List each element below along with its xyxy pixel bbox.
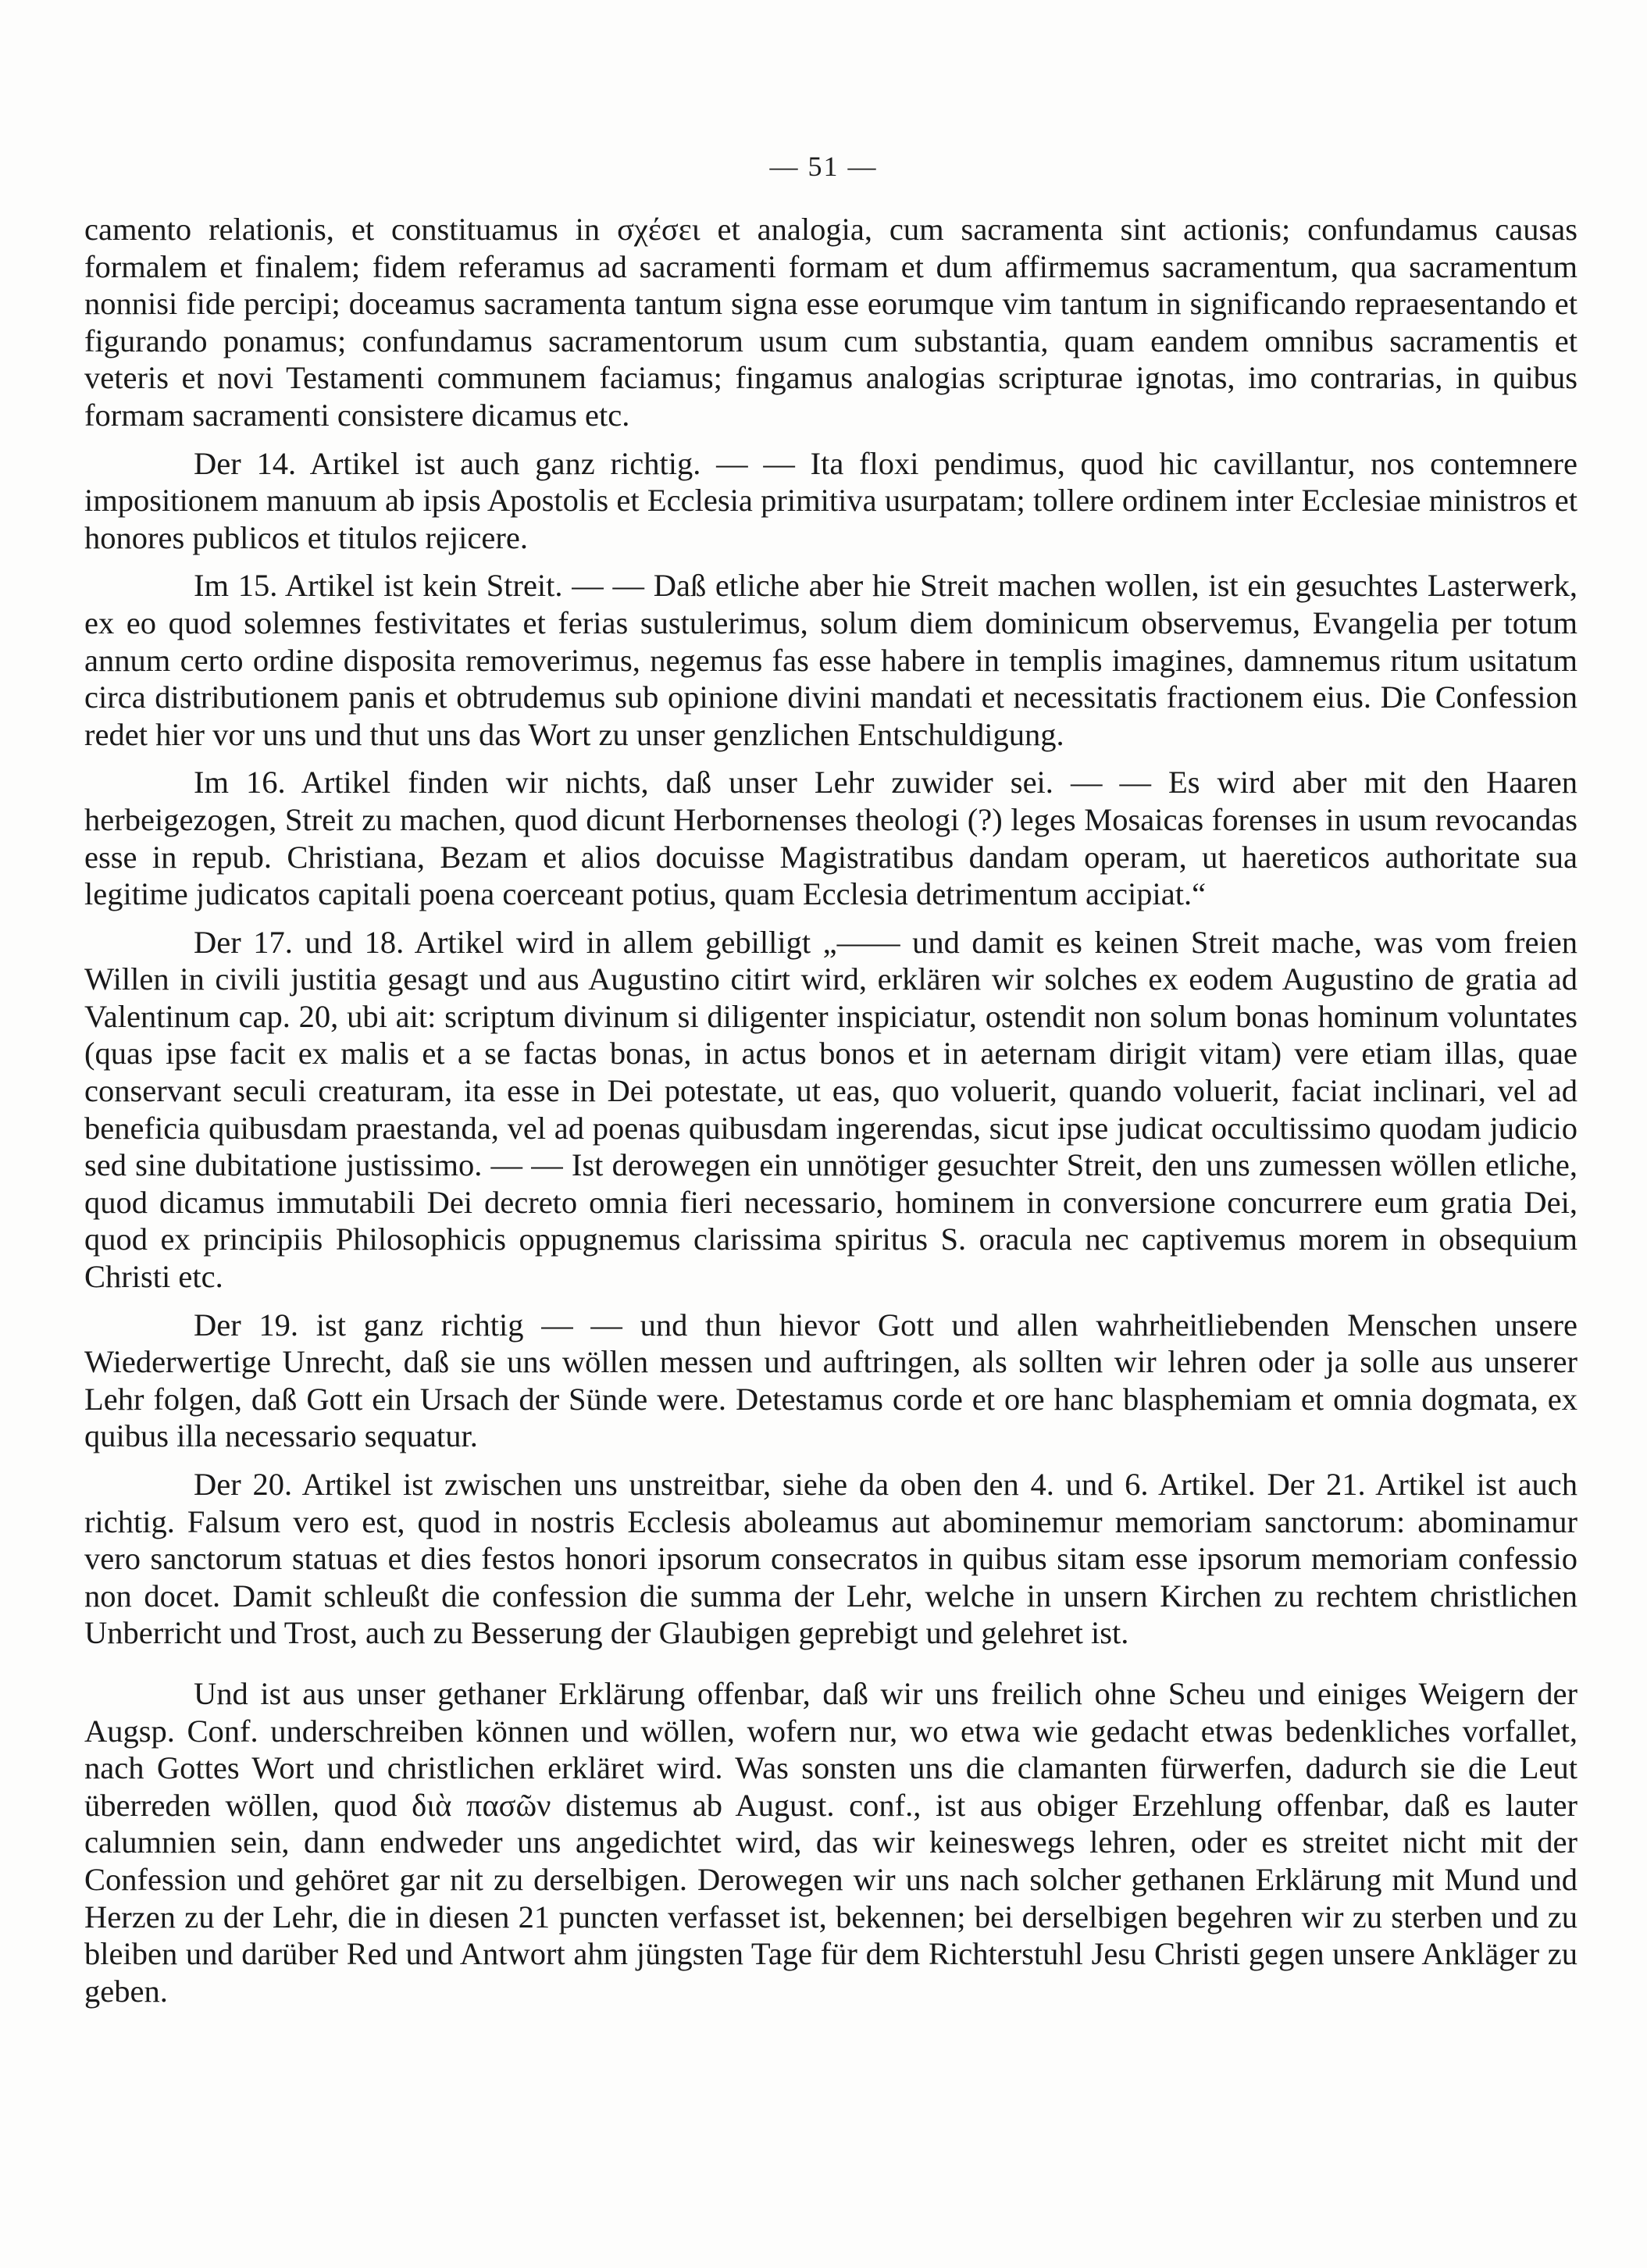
paragraph-article-16: Im 16. Artikel finden wir nichts, daß unser Lehr zuwider sei. — — Es wird aber mit den Haaren herbeigezogen, Streit zu machen, quod dicunt Herbornenses theologi (?) leges Mosaicas forenses in usum revocandas esse in repub. Christiana, Bezam et alios docuisse Magistratibus dandam operam, ut haereticos authoritate sua legitime judicatos capitali poena coerceant potius, quam Ecclesia detrimentum accipiat.“	[84, 765, 1577, 912]
paragraph-article-17-18: Der 17. und 18. Artikel wird in allem gebilligt „—— und damit es keinen Streit mache, was vom freien Willen in civili justitia gesagt und aus Augustino citirt wird, erklären wir solches ex eodem Augustino de gratia ad Valentinum cap. 20, ubi ait: scriptum divinum si diligenter inspiciatur, ostendit non solum bonas hominum voluntates (quas ipse facit ex malis et a se factas bonas, in actus bonos et in aeternam dirigit vitam) vere etiam illas, quae conservant seculi creaturam, ita esse in Dei potestate, ut eas, quo voluerit, quando voluerit, faciat inclinari, vel ad beneficia quibusdam praestanda, vel ad poenas quibusdam ingerendas, sicut ipse judicat occultissimo quodam judicio sed sine dubitatione justissimo. — — Ist derowegen ein unnötiger gesuchter Streit, den uns zumessen wöllen etliche, quod dicamus immutabili Dei decreto omnia fieri necessario, hominem in conversione concurrere eum gratia Dei, quod ex principiis Philosophicis oppugnemus clarissima spiritus S. oracula nec captivemus morem in obsequium Christi etc.	[84, 924, 1577, 1295]
paragraph-article-20-21: Der 20. Artikel ist zwischen uns unstreitbar, siehe da oben den 4. und 6. Artikel. Der 21. Artikel ist auch richtig. Falsum vero est, quod in nostris Ecclesis aboleamus aut abominemur memoriam sanctorum: abominamur vero sanctorum statuas et dies festos honori ipsorum consecratos in quibus sitam esse ipsorum memoriam confessio non docet. Damit schleußt die confession die summa der Lehr, welche in unsern Kirchen zu rechtem christlichen Unberricht und Trost, auch zu Besserung der Glaubigen geprebigt und gelehret ist.	[84, 1467, 1577, 1651]
paragraph-article-19: Der 19. ist ganz richtig — — und thun hievor Gott und allen wahrheitliebenden Menschen unsere Wiederwertige Unrecht, daß sie uns wöllen messen und auftringen, als sollten wir lehren oder ja solle aus unserer Lehr folgen, daß Gott ein Ursach der Sünde were. Detestamus corde et ore hanc blasphemiam et omnia dogmata, ex quibus illa necessario sequatur.	[84, 1307, 1577, 1454]
paragraph-conclusion: Und ist aus unser gethaner Erklärung offenbar, daß wir uns freilich ohne Scheu und einiges Weigern der Augsp. Conf. underschreiben können und wöllen, wofern nur, wo etwa wie gedacht etwas bedenkliches vorfallet, nach Gottes Wort und christlichen erkläret wird. Was sonsten uns die clamanten fürwerfen, dadurch sie die Leut überreden wöllen, quod διὰ πασῶν distemus ab August. conf., ist aus obiger Erzehlung offenbar, daß es lauter calumnien sein, dann endweder uns angedichtet wird, das wir keineswegs lehren, oder es streitet nicht mit der Confession und gehöret gar nit zu derselbigen. Derowegen wir uns nach solcher gethanen Erklärung mit Mund und Herzen zu der Lehr, die in diesen 21 puncten verfasset ist, bekennen; bei derselbigen begehren wir zu sterben und zu bleiben und darüber Red und Antwort ahm jüngsten Tage für dem Richterstuhl Jesu Christi gegen unsere Ankläger zu geben.	[84, 1675, 1577, 2009]
paragraph-article-14: Der 14. Artikel ist auch ganz richtig. — — Ita floxi pendimus, quod hic cavillantur, nos contemnere impositionem manuum ab ipsis Apostolis et Ecclesia primitiva usurpatam; tollere ordinem inter Ecclesiae ministros et honores publicos et titulos rejicere.	[84, 445, 1577, 555]
paragraph-sacramentum: camento relationis, et constituamus in σχέσει et analogia, cum sacramenta sint actionis; confundamus causas formalem et finalem; fidem referamus ad sacramenti formam et dum affirmemus sacramentum, qua sacramentum nonnisi fide percipi; doceamus sacramenta tantum signa esse eorumque vim tantum in significando repraesentando et figurando ponamus; confundamus sacramentorum usum cum substantia, quam eandem omnibus sacramentis et veteris et novi Testamenti communem faciamus; fingamus analogias scripturae ignotas, imo contrarias, in quibus formam sacramenti consistere dicamus etc.	[84, 212, 1577, 433]
paragraph-article-15: Im 15. Artikel ist kein Streit. — — Daß etliche aber hie Streit machen wollen, ist ein gesuchtes Lasterwerk, ex eo quod solemnes festivitates et ferias sustulerimus, solum diem dominicum observemus, Evangelia per totum annum certo ordine disposita removerimus, negemus fas esse habere in templis imagines, damnemus ritum usitatum circa distributionem panis et obtrudemus sub opinione divini mandati et necessitatis fractionem eius. Die Confession redet hier vor uns und thut uns das Wort zu unser genzlichen Entschuldigung.	[84, 568, 1577, 752]
body-text	[84, 211, 1577, 2020]
page-number: — 51 —	[769, 151, 878, 182]
